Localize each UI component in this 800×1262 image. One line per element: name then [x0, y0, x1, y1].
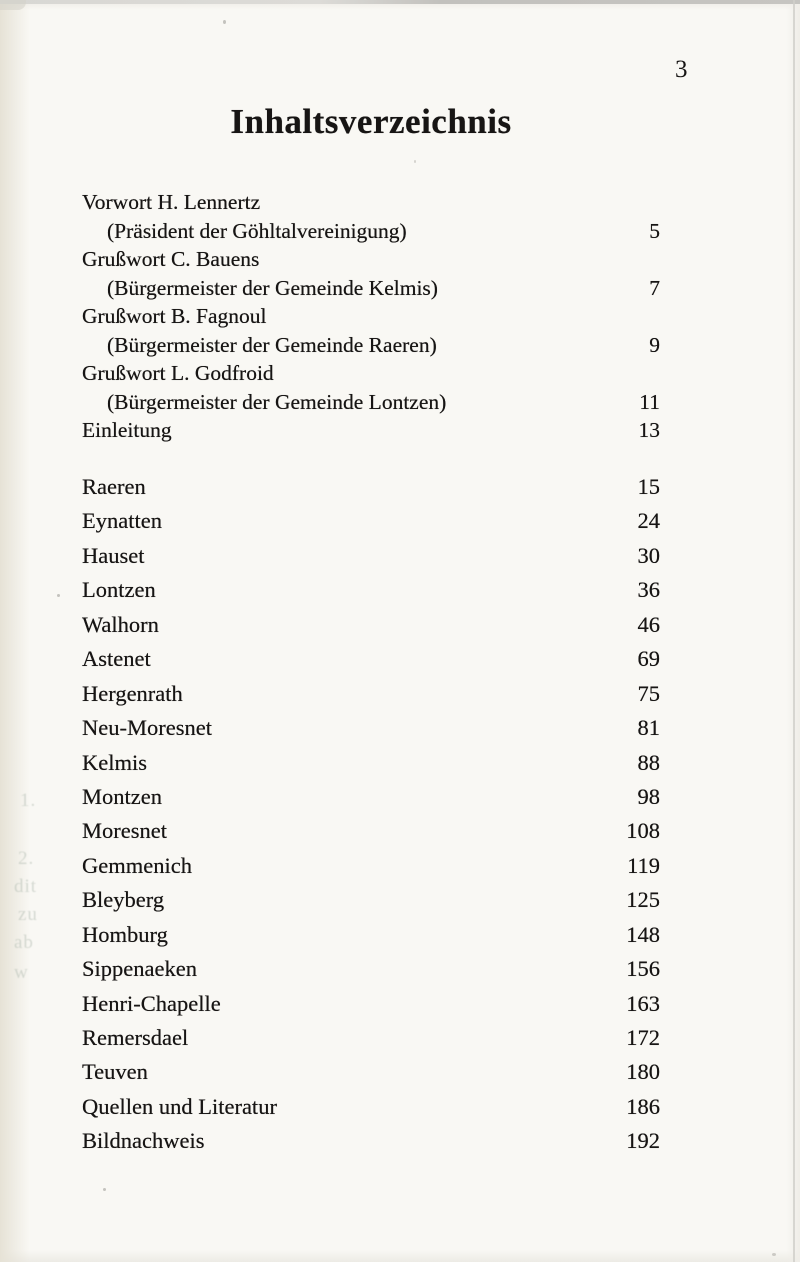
toc-entry-label: (Bürgermeister der Gemeinde Raeren): [107, 332, 437, 357]
toc-entry-label: Hergenrath: [82, 680, 183, 706]
toc-entry-page: 24: [637, 508, 660, 534]
toc-entry-page: 156: [626, 956, 660, 982]
toc-row: [82, 612, 660, 646]
toc-entry-page: 125: [626, 887, 660, 913]
toc-row: [82, 333, 660, 362]
toc-row: [82, 390, 660, 419]
toc-entry-page: 36: [637, 577, 660, 603]
toc-row: [82, 956, 660, 990]
front-matter-list: [82, 190, 660, 447]
ghost-text-fragment: ab: [14, 932, 34, 953]
ghost-text-fragment: dit: [14, 876, 38, 897]
toc-entry-page: 163: [626, 990, 660, 1016]
toc-row: [82, 276, 660, 305]
toc-entry-label: Raeren: [82, 474, 146, 499]
toc-entry-page: 5: [649, 218, 660, 243]
toc-row: [82, 543, 660, 577]
paper-speck: [103, 1188, 106, 1191]
paper-speck: [414, 160, 416, 163]
toc-row: [82, 646, 660, 680]
toc-entry-label: (Bürgermeister der Gemeinde Lontzen): [107, 389, 447, 414]
toc-entry-page: 172: [626, 1025, 660, 1050]
toc-entry-label: Kelmis: [82, 749, 147, 775]
toc-row: [82, 681, 660, 715]
toc-entry-page: 192: [626, 1128, 660, 1154]
toc-entry-label: Bleyberg: [82, 887, 165, 913]
toc-row: [82, 508, 660, 542]
toc-row: [82, 577, 660, 611]
toc-row: [82, 361, 660, 390]
toc-entry-page: 46: [637, 611, 660, 637]
page-number: 3: [675, 56, 688, 83]
toc-row: [82, 474, 660, 508]
toc-entry-label: Homburg: [82, 921, 168, 947]
toc-entry-label: (Bürgermeister der Gemeinde Kelmis): [107, 275, 438, 300]
ghost-text-fragment: w: [14, 962, 29, 983]
toc-row: [82, 1059, 660, 1093]
toc-entry-page: 75: [637, 680, 660, 706]
toc-row: [82, 784, 660, 818]
toc-row: [82, 190, 660, 219]
toc-entry-label: Einleitung: [82, 418, 172, 442]
toc-row: [82, 219, 660, 248]
toc-entry-label: (Präsident der Göhltalvereinigung): [107, 218, 407, 243]
ghost-text-fragment: 1.: [20, 790, 37, 811]
ghost-text-fragment: 2.: [18, 848, 35, 869]
toc-entry-label: Remersdael: [82, 1025, 189, 1050]
toc-row: [82, 247, 660, 276]
toc-entry-page: 119: [627, 852, 660, 878]
toc-row: [82, 750, 660, 784]
ghost-text-fragment: zu: [18, 904, 38, 925]
toc-row: [82, 1094, 660, 1128]
paper-speck: [223, 20, 226, 24]
toc-entry-label: Gemmenich: [82, 852, 192, 878]
toc-entry-label: Hauset: [82, 542, 145, 568]
toc-entry-label: Walhorn: [82, 611, 159, 637]
toc-row: [82, 715, 660, 749]
toc-entry-page: 148: [626, 921, 660, 947]
toc-entry-label: Eynatten: [82, 508, 162, 534]
toc-entry-page: 98: [637, 783, 660, 809]
toc-row: [82, 887, 660, 921]
toc-entry-label: Montzen: [82, 783, 162, 809]
toc-entry-page: 30: [637, 542, 660, 568]
toc-entry-page: 180: [626, 1059, 660, 1085]
toc-entry-page: 13: [638, 418, 660, 442]
toc-entry-page: 9: [649, 332, 660, 357]
toc-entry-label: Sippenaeken: [82, 956, 197, 982]
scan-edge-top: [0, 0, 800, 4]
toc-entry-label: Astenet: [82, 646, 151, 672]
paper-speck: [57, 594, 60, 597]
toc-row: [82, 418, 660, 447]
toc-entry-page: 88: [637, 749, 660, 775]
toc-row: [82, 922, 660, 956]
toc-entry-page: 7: [649, 275, 660, 300]
toc-entry-label: Neu-Moresnet: [82, 715, 212, 741]
toc-entry-label: Vorwort H. Lennertz: [82, 190, 261, 214]
toc-entry-page: 15: [637, 474, 660, 499]
toc-entry-label: Grußwort B. Fagnoul: [82, 304, 267, 328]
toc-entry-label: Bildnachweis: [82, 1128, 205, 1154]
toc-entry-label: Teuven: [82, 1059, 148, 1085]
toc-entry-page: 11: [639, 389, 660, 414]
scan-edge-right: [793, 0, 795, 1262]
toc-entry-page: 108: [626, 818, 660, 844]
toc-row: [82, 304, 660, 333]
toc-row: [82, 818, 660, 852]
toc-row: [82, 1025, 660, 1059]
scan-corner-artifact: [0, 0, 26, 10]
toc-entry-label: Grußwort L. Godfroid: [82, 361, 274, 385]
toc-entry-label: Moresnet: [82, 818, 167, 844]
toc-entry-label: Grußwort C. Bauens: [82, 247, 260, 271]
toc-row: [82, 1128, 660, 1162]
toc-entry-page: 81: [637, 715, 660, 741]
toc-entry-label: Lontzen: [82, 577, 156, 603]
toc-entry-page: 186: [626, 1093, 660, 1119]
toc-entry-label: Henri-Chapelle: [82, 990, 221, 1016]
toc-entry-label: Quellen und Literatur: [82, 1093, 277, 1119]
page-title: Inhaltsverzeichnis: [230, 102, 512, 141]
toc-entry-page: 69: [637, 646, 660, 672]
paper-speck: [772, 1253, 776, 1256]
toc-row: [82, 853, 660, 887]
main-toc-list: [82, 474, 660, 1163]
toc-row: [82, 991, 660, 1025]
